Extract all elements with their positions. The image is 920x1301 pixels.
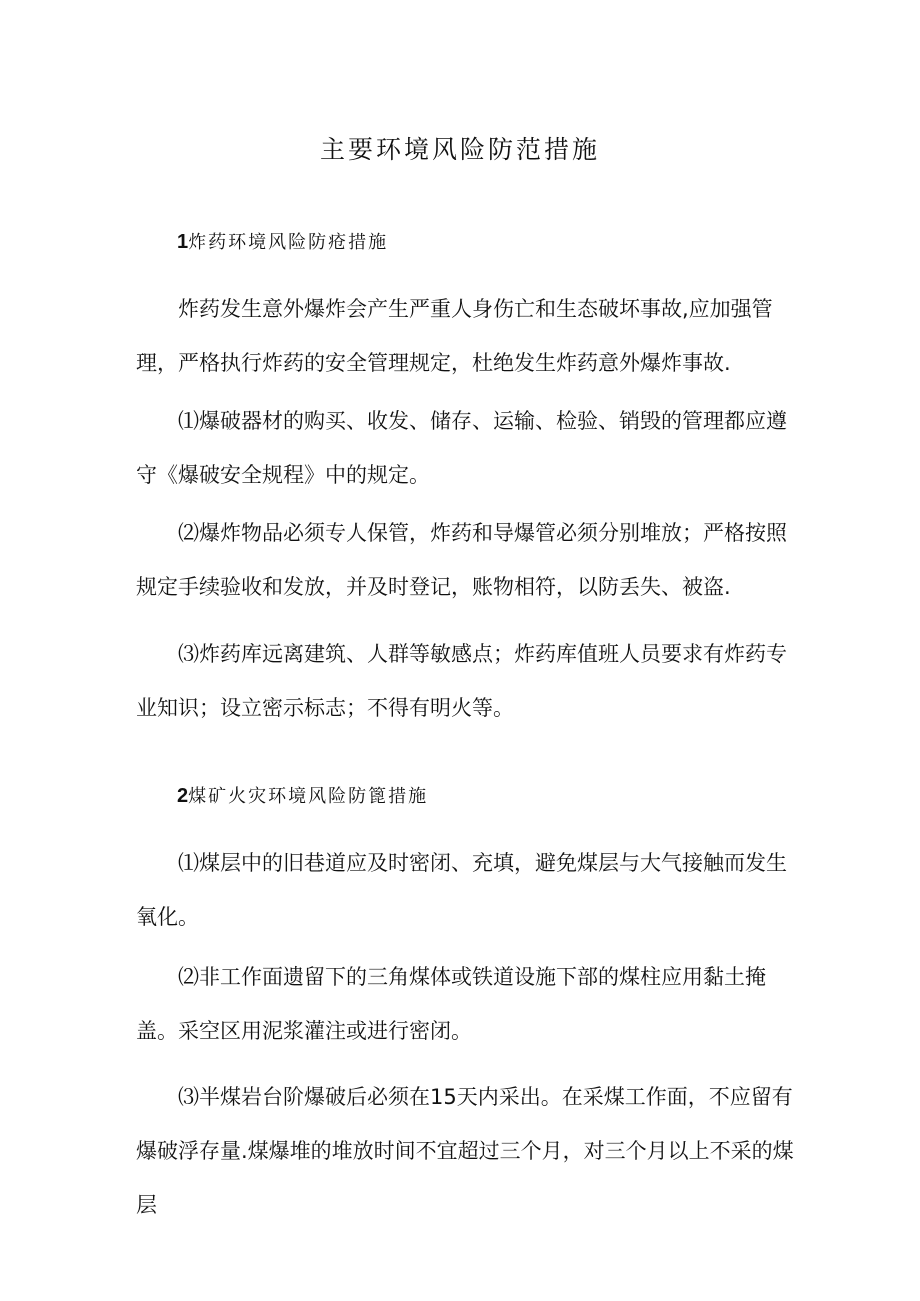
section-1-heading-text: 炸药环境风险防疮措施 [188, 232, 389, 253]
section-2-item-2: ⑵非工作面遗留下的三角煤体或铁道设施下部的煤柱应用黏土掩盖。采空区用泥浆灌注或进行密闭。 [136, 965, 766, 1043]
section-2-heading-text: 煤矿火灾环境风险防篦措施 [188, 786, 429, 807]
section-1-paragraph-intro: 炸药发生意外爆炸会产生严重人身伤亡和生态破坏事故,应加强管理，严格执行炸药的安全管理规定，杜绝发生炸药意外爆炸事故. [136, 297, 773, 375]
section-1-heading [177, 228, 388, 257]
page-title: 主要环境风险防范措施 [319, 135, 600, 164]
section-1-item-3: ⑶炸药库远离建筑、人群等敏感点；炸药库值班人员要求有炸药专业知识；设立密示标志；不得有明火等。 [136, 642, 787, 720]
section-1-item-1: ⑴爆破器材的购买、收发、储存、运输、检验、销毁的管理都应遵守《爆破安全规程》中的规定。 [136, 409, 787, 487]
section-1-number: 1 [177, 231, 189, 253]
section-1-item-2: ⑵爆炸物品必须专人保管，炸药和导爆管必须分别堆放；严格按照规定手续验收和发放，并及时登记，账物相符，以防丢失、被盗. [136, 521, 787, 599]
section-2-heading [177, 782, 428, 811]
section-2-item-3: ⑶半煤岩台阶爆破后必须在15天内采出。在采煤工作面，不应留有爆破浮存量.煤爆堆的堆放时间不宜超过三个月，对三个月以上不采的煤层 [136, 1085, 794, 1217]
section-2-number: 2 [177, 785, 189, 807]
section-2-item-1: ⑴煤层中的旧巷道应及时密闭、充填，避免煤层与大气接触而发生氧化。 [136, 851, 787, 929]
